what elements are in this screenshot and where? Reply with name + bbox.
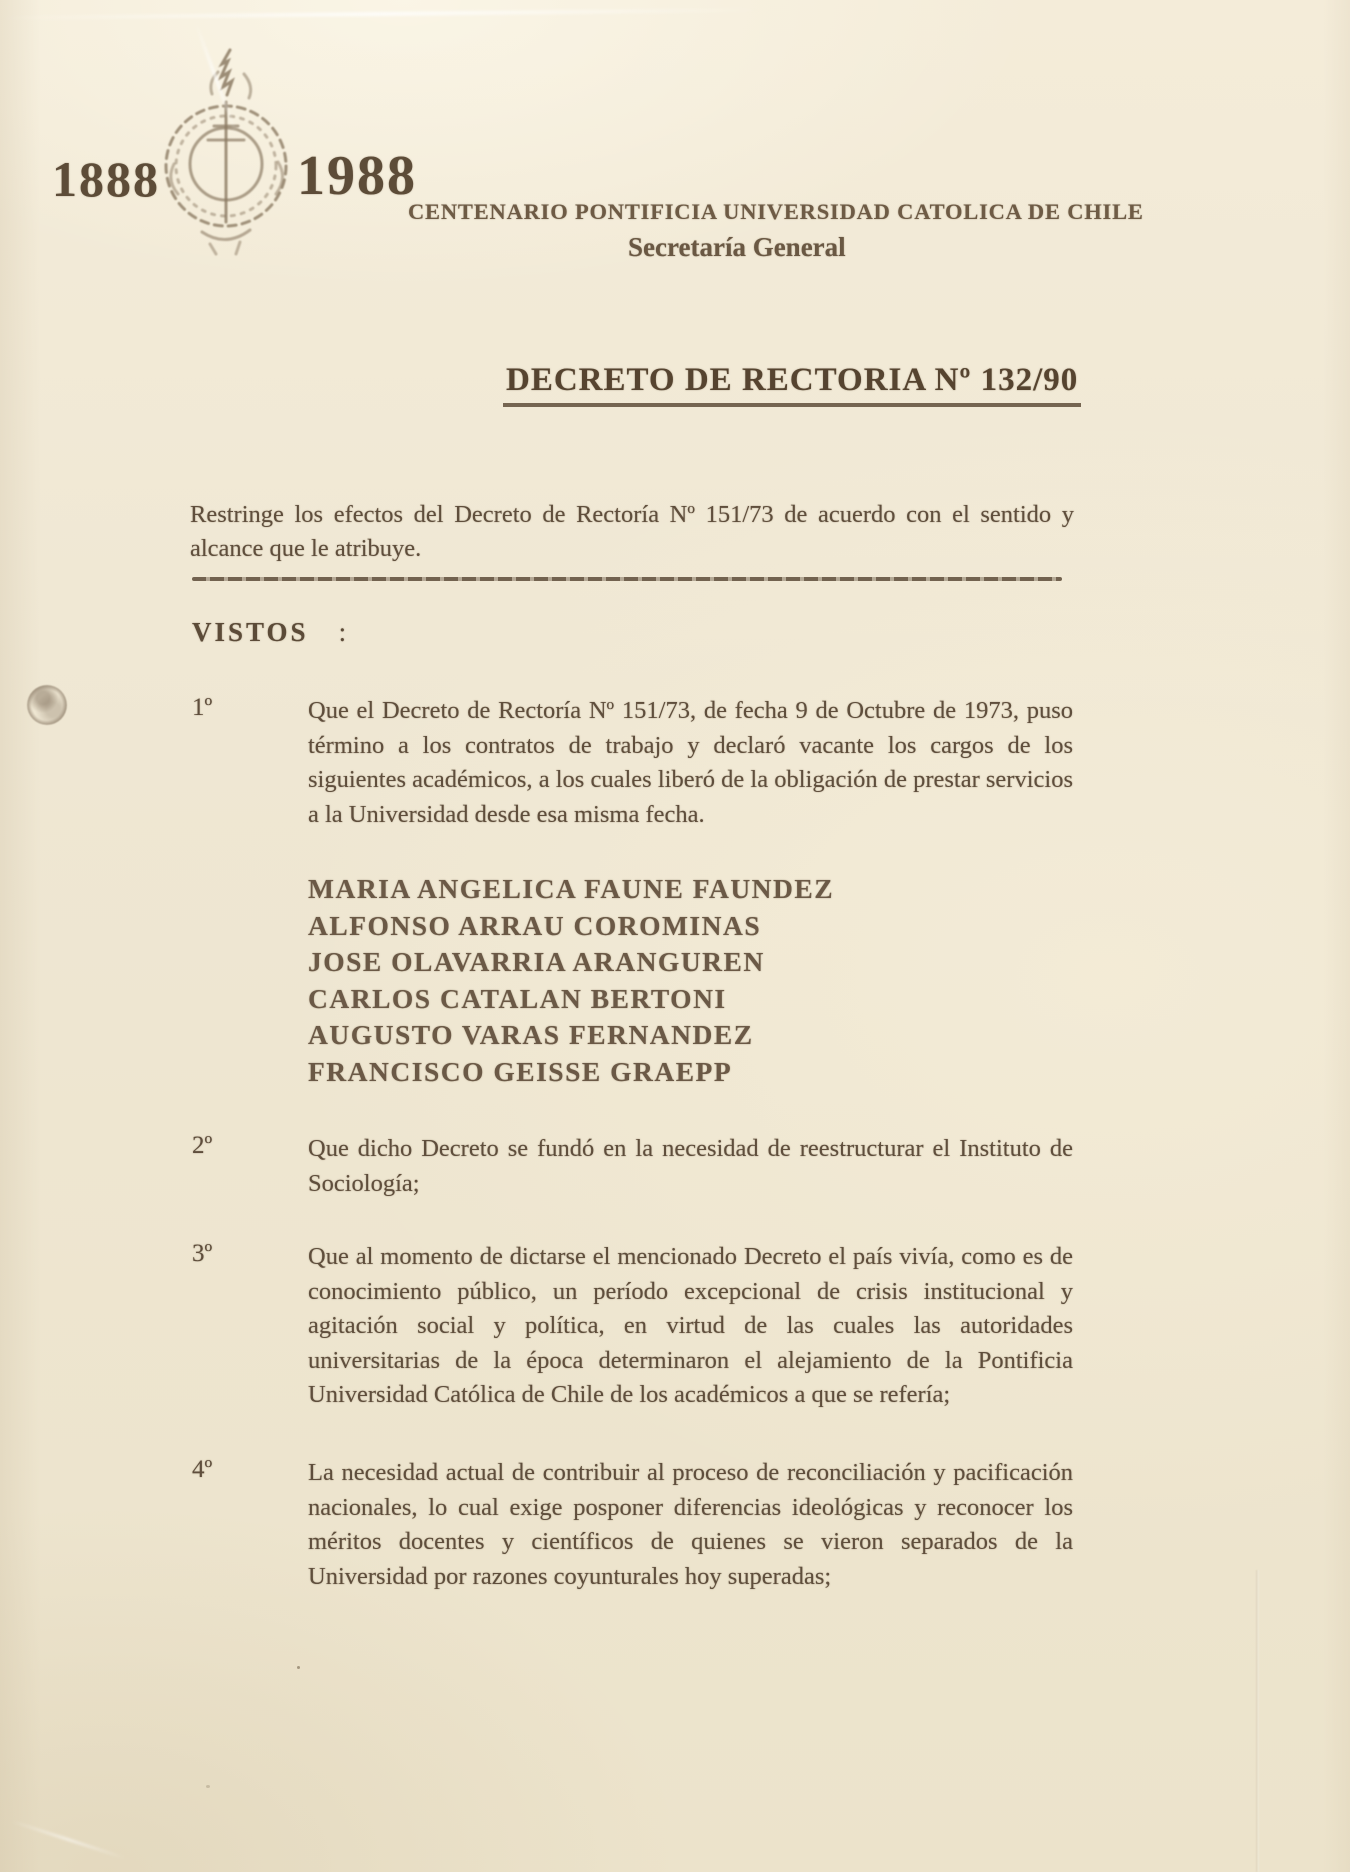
considerando-item-2 [192,1132,1073,1201]
year-1988-label: 1988 [297,145,417,207]
year-1888-label: 1888 [52,151,160,207]
item-3-number: 3º [192,1240,213,1267]
university-crest-icon [144,44,309,264]
item-2-number: 2º [192,1132,213,1159]
paper-fold-line [1256,1570,1259,1872]
item-4-text: La necesidad actual de contribuir al proceso de reconciliación y pacificación nacionales, lo cual exige posponer diferencias ideológicas y reconocer los méritos docentes y científicos de quienes se vieron separados de la Universidad por razones coyunturales hoy superadas; [308,1459,1073,1590]
academic-name: MARIA ANGELICA FAUNE FAUNDEZ [308,873,835,904]
academic-name: JOSE OLAVARRIA ARANGUREN [308,946,765,977]
item-2-text: Que dicho Decreto se fundó en la necesidad de reestructurar el Instituto de Sociología; [308,1135,1073,1197]
considerando-item-3 [192,1240,1073,1413]
vistos-label: VISTOS [192,617,309,647]
academic-name: CARLOS CATALAN BERTONI [308,982,727,1014]
academic-name: ALFONSO ARRAU COROMINAS [308,909,762,941]
paper-crease [10,1820,125,1860]
item-1-text: Que el Decreto de Rectoría Nº 151/73, de fecha 9 de Octubre de 1973, puso término a los contratos de trabajo y declaró vacante los cargos de los siguientes académicos, a los cuales liberó de la obligación de prestar servicios a la Universidad desde esa misma fecha. [308,697,1073,828]
academics-name-list [308,871,834,1090]
ink-smudge [27,685,67,725]
decree-abstract: Restringe los efectos del Decreto de Rectoría Nº 151/73 de acuerdo con el sentido y alcance que le atribuye. [190,500,1074,562]
vistos-section-heading [192,617,349,648]
paper-speck [206,1785,210,1788]
department-line: Secretaría General [628,232,846,262]
considerando-item-4 [192,1456,1073,1594]
item-4-number: 4º [192,1456,213,1483]
academic-name: FRANCISCO GEISSE GRAEPP [308,1055,733,1087]
centenary-header-line: CENTENARIO PONTIFICIA UNIVERSIDAD CATOLICA DE CHILE [408,199,1144,224]
vistos-colon: : [338,617,350,647]
paper-speck [297,1666,300,1669]
paper-crease [0,8,760,20]
decree-title: DECRETO DE RECTORIA Nº 132/90 [503,362,1081,407]
item-3-text: Que al momento de dictarse el mencionado Decreto el país vivía, como es de conocimiento público, un período excepcional de crisis institucional y agitación social y política, en virtud de las cuales las autoridades universitarias de la época determinaron el alejamiento de la Pontificia Universidad Católica de Chile de los académicos a que se refería; [308,1243,1073,1408]
considerando-item-1 [192,694,1073,832]
academic-name: AUGUSTO VARAS FERNANDEZ [308,1019,754,1050]
item-1-number: 1º [192,694,213,721]
divider-rule [192,577,1062,581]
